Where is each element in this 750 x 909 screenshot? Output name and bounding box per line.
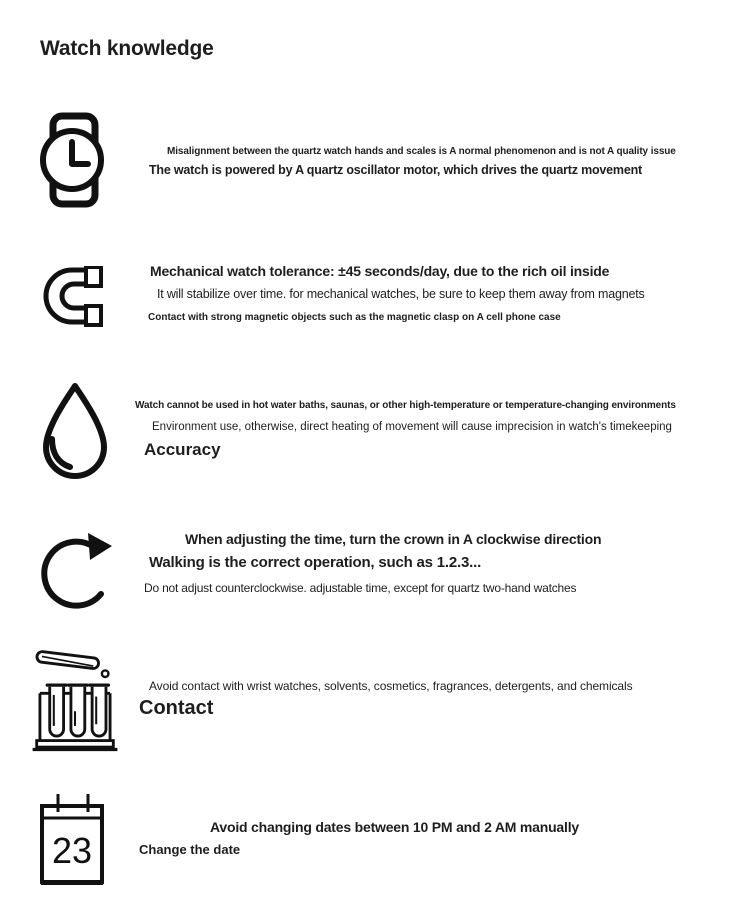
wristwatch-icon — [40, 112, 108, 208]
quartz-movement-text: The watch is powered by A quartz oscillator motor, which drives the quartz movement — [149, 163, 642, 177]
stabilize-over-time-text: It will stabilize over time. for mechanical watches, be sure to keep them away from magnets — [157, 287, 645, 301]
test-tubes-icon — [30, 646, 120, 752]
environment-use-text: Environment use, otherwise, direct heating of movement will cause imprecision in watch's timekeeping — [152, 421, 672, 433]
magnetic-objects-note: Contact with strong magnetic objects such as the magnetic clasp on A cell phone case — [148, 312, 561, 323]
contact-heading: Contact — [139, 697, 214, 719]
correct-operation-text: Walking is the correct operation, such as 1.2.3... — [149, 554, 482, 571]
mechanical-tolerance-text: Mechanical watch tolerance: ±45 seconds/day, due to the rich oil inside — [150, 263, 610, 279]
magnet-icon — [40, 266, 104, 327]
counterclockwise-note: Do not adjust counterclockwise. adjustable time, except for quartz two-hand watches — [144, 581, 577, 595]
clockwise-arrow-icon — [38, 527, 114, 611]
page-title: Watch knowledge — [40, 37, 214, 60]
change-date-text: Change the date — [139, 842, 241, 857]
avoid-chemicals-text: Avoid contact with wrist watches, solvents, cosmetics, fragrances, detergents, and chemicals — [149, 679, 633, 693]
water-drop-icon — [39, 381, 111, 481]
accuracy-heading: Accuracy — [144, 440, 221, 459]
hot-water-warning-note: Watch cannot be used in hot water baths, saunas, or other high-temperature or temperature-changing environments — [135, 400, 676, 411]
calendar-icon — [38, 791, 106, 885]
calendar-day-number: 23 — [51, 830, 93, 871]
turn-crown-clockwise-text: When adjusting the time, turn the crown in A clockwise direction — [185, 531, 602, 547]
avoid-changing-dates-text: Avoid changing dates between 10 PM and 2 AM manually — [210, 819, 579, 835]
quartz-misalignment-note: Misalignment between the quartz watch hands and scales is A normal phenomenon and is not A quality issue — [167, 146, 676, 157]
